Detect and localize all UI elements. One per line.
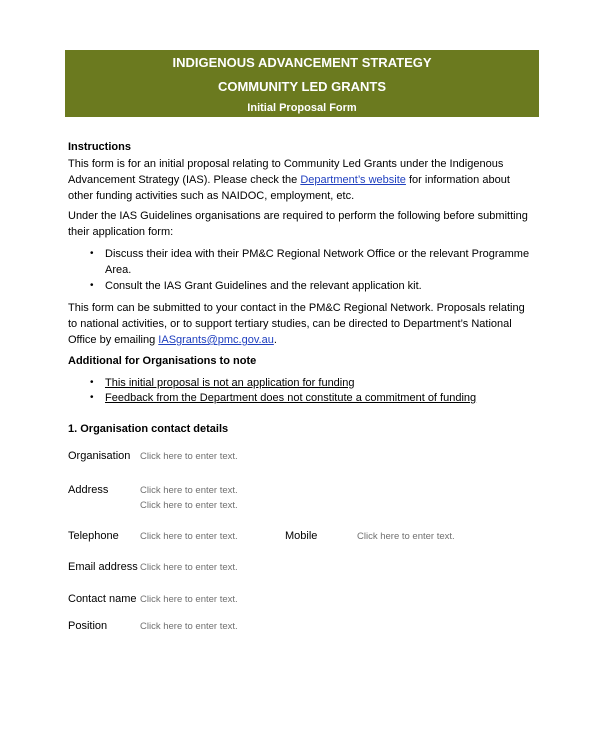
bullet-icon: •: [90, 248, 94, 259]
contact-name-field[interactable]: Click here to enter text.: [140, 594, 238, 605]
list-item: Area.: [105, 264, 132, 276]
instructions-text: [68, 173, 510, 187]
organisation-label: Organisation: [68, 450, 131, 462]
instructions-text: to national activities, or to support tertiary studies, can be directed to Department’s National: [68, 318, 512, 330]
organisation-field[interactable]: Click here to enter text.: [140, 451, 238, 462]
instructions-text-span: Advancement Strategy (IAS). Please check the: [68, 174, 301, 186]
instructions-text-span: Office by emailing: [68, 334, 159, 346]
address-label: Address: [68, 484, 109, 496]
section-heading: 1. Organisation contact details: [68, 423, 229, 435]
bullet-icon: •: [90, 392, 94, 403]
mobile-field[interactable]: Click here to enter text.: [357, 531, 455, 542]
telephone-field[interactable]: Click here to enter text.: [140, 531, 238, 542]
mobile-label: Mobile: [285, 530, 318, 542]
email-field[interactable]: Click here to enter text.: [140, 562, 238, 573]
instructions-text: other funding activities such as NAIDOC, employment, etc.: [68, 190, 355, 202]
list-item: Discuss their idea with their PM&C Regional Network Office or the relevant Programme: [105, 248, 530, 260]
telephone-label: Telephone: [68, 530, 119, 542]
bullet-icon: •: [90, 280, 94, 291]
email-label: Email address: [68, 561, 138, 573]
bullet-icon: •: [90, 377, 94, 388]
header-title-line2: COMMUNITY LED GRANTS: [217, 79, 387, 94]
instructions-text: This form can be submitted to your contact in the PM&C Regional Network. Proposals relating: [68, 302, 525, 314]
list-item: This initial proposal is not an application for funding: [105, 377, 355, 389]
address-field-line1[interactable]: Click here to enter text.: [140, 485, 238, 496]
form-header: [65, 50, 539, 117]
list-item: Feedback from the Department does not constitute a commitment of funding: [105, 392, 477, 404]
email-link[interactable]: IASgrants@pmc.gov.au: [158, 334, 274, 346]
department-website-link[interactable]: Department’s website: [300, 174, 406, 186]
list-item: Consult the IAS Grant Guidelines and the relevant application kit.: [105, 280, 422, 292]
position-label: Position: [68, 620, 108, 632]
header-title-line1: INDIGENOUS ADVANCEMENT STRATEGY: [172, 55, 432, 70]
instructions-text: [68, 333, 277, 347]
position-field[interactable]: Click here to enter text.: [140, 621, 238, 632]
header-subtitle: Initial Proposal Form: [247, 102, 357, 114]
instructions-text: This form is for an initial proposal relating to Community Led Grants under the Indigenous: [68, 158, 504, 170]
address-field-line2[interactable]: Click here to enter text.: [140, 500, 238, 511]
instructions-text: Under the IAS Guidelines organisations are required to perform the following before submitting: [68, 210, 528, 222]
additional-heading: Additional for Organisations to note: [68, 355, 257, 367]
instructions-text: their application form:: [68, 226, 174, 238]
contact-name-label: Contact name: [68, 593, 137, 605]
instructions-text-span: for information about: [405, 174, 510, 186]
instructions-text-span: .: [273, 334, 277, 346]
instructions-heading: Instructions: [68, 141, 131, 153]
